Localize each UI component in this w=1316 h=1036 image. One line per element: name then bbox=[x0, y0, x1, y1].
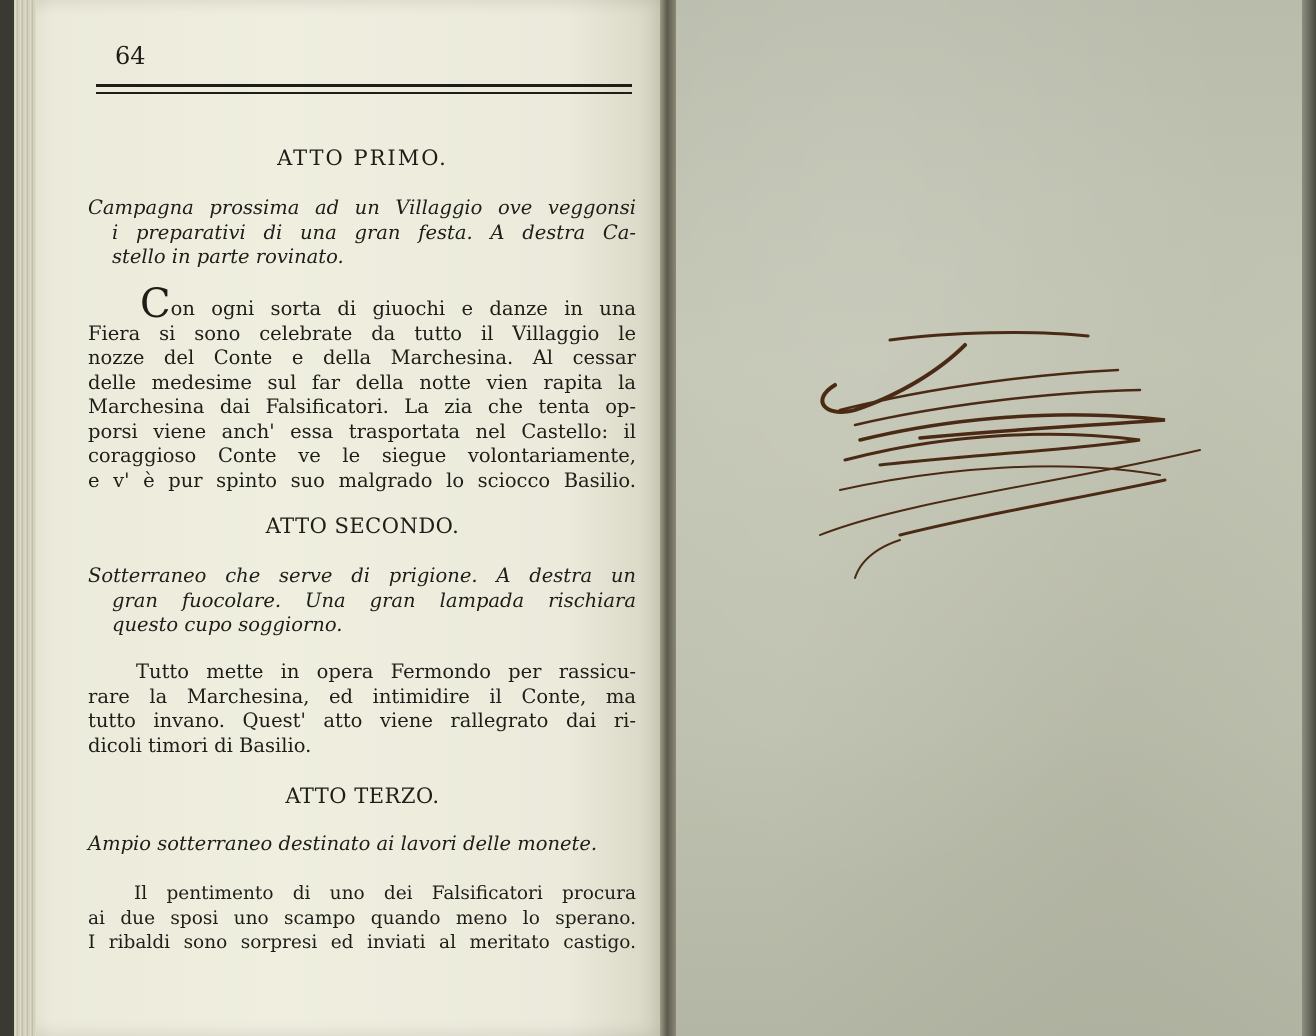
act1-setting bbox=[88, 196, 636, 270]
act1-body-line: porsi viene anch' essa trasportata nel Castello: il bbox=[88, 419, 636, 443]
act3-body-line: Il pentimento di uno dei Falsificatori procura bbox=[134, 883, 636, 904]
act2-body-line: tutto invano. Quest' atto viene rallegrato dai ri- bbox=[88, 709, 636, 732]
act1-body-line: e v' è pur spinto suo malgrado lo sciocco Basilio. bbox=[88, 468, 636, 492]
act2-setting-line: questo cupo soggiorno. bbox=[112, 613, 343, 636]
act1-body-line bbox=[88, 281, 636, 327]
act1-setting-line: Campagna prossima ad un Villaggio ove veggonsi bbox=[88, 196, 636, 219]
header-rule-thick bbox=[96, 84, 632, 87]
act2-setting-line: Sotterraneo che serve di prigione. A destra un bbox=[88, 564, 636, 587]
right-page-edge bbox=[1302, 0, 1316, 1036]
drop-cap: C bbox=[140, 281, 171, 327]
page-edges bbox=[14, 0, 36, 1036]
act1-body-line: Fiera si sono celebrate da tutto il Villaggio le bbox=[88, 321, 636, 345]
act2-title: ATTO SECONDO. bbox=[265, 514, 460, 538]
act1-body-line: nozze del Conte e della Marchesina. Al cessar bbox=[88, 346, 636, 369]
book-gutter bbox=[660, 0, 676, 1036]
act1-body-line: delle medesime sul far della notte vien rapita la bbox=[88, 370, 636, 394]
act2-setting-line: gran fuocolare. Una gran lampada rischiara bbox=[112, 588, 636, 612]
act2-body bbox=[88, 660, 636, 758]
act2-body-line: Tutto mette in opera Fermondo per rassicu- bbox=[136, 660, 636, 683]
act1-body-line: coraggioso Conte ve le siegue volontariamente, bbox=[88, 444, 636, 467]
act2-body-line: rare la Marchesina, ed intimidire il Conte, ma bbox=[88, 684, 636, 708]
act3-setting bbox=[88, 832, 636, 857]
act3-body-line: ai due sposi uno scampo quando meno lo sperano. bbox=[88, 907, 636, 929]
act1-setting-line: stello in parte rovinato. bbox=[112, 245, 344, 268]
act3-body-line: I ribaldi sono sorpresi ed inviati al meritato castigo. bbox=[88, 932, 636, 953]
act1-body bbox=[88, 281, 636, 493]
act2-setting bbox=[88, 564, 636, 638]
page-number: 64 bbox=[115, 42, 146, 70]
act3-title: ATTO TERZO. bbox=[285, 784, 440, 808]
act1-setting-line: i preparativi di una gran festa. A destra Ca- bbox=[112, 220, 636, 244]
act1-body-first: on ogni sorta di giuochi e danze in una bbox=[170, 297, 636, 320]
handwritten-flourish bbox=[800, 300, 1220, 600]
act1-body-line: Marchesina dai Falsificatori. La zia che tenta op- bbox=[88, 395, 636, 418]
header-rule-thin bbox=[96, 92, 632, 94]
act1-title: ATTO PRIMO. bbox=[277, 146, 448, 170]
act3-body bbox=[88, 882, 636, 956]
act3-setting-line: Ampio sotterraneo destinato ai lavori delle monete. bbox=[88, 832, 598, 855]
act2-body-line: dicoli timori di Basilio. bbox=[88, 733, 312, 757]
